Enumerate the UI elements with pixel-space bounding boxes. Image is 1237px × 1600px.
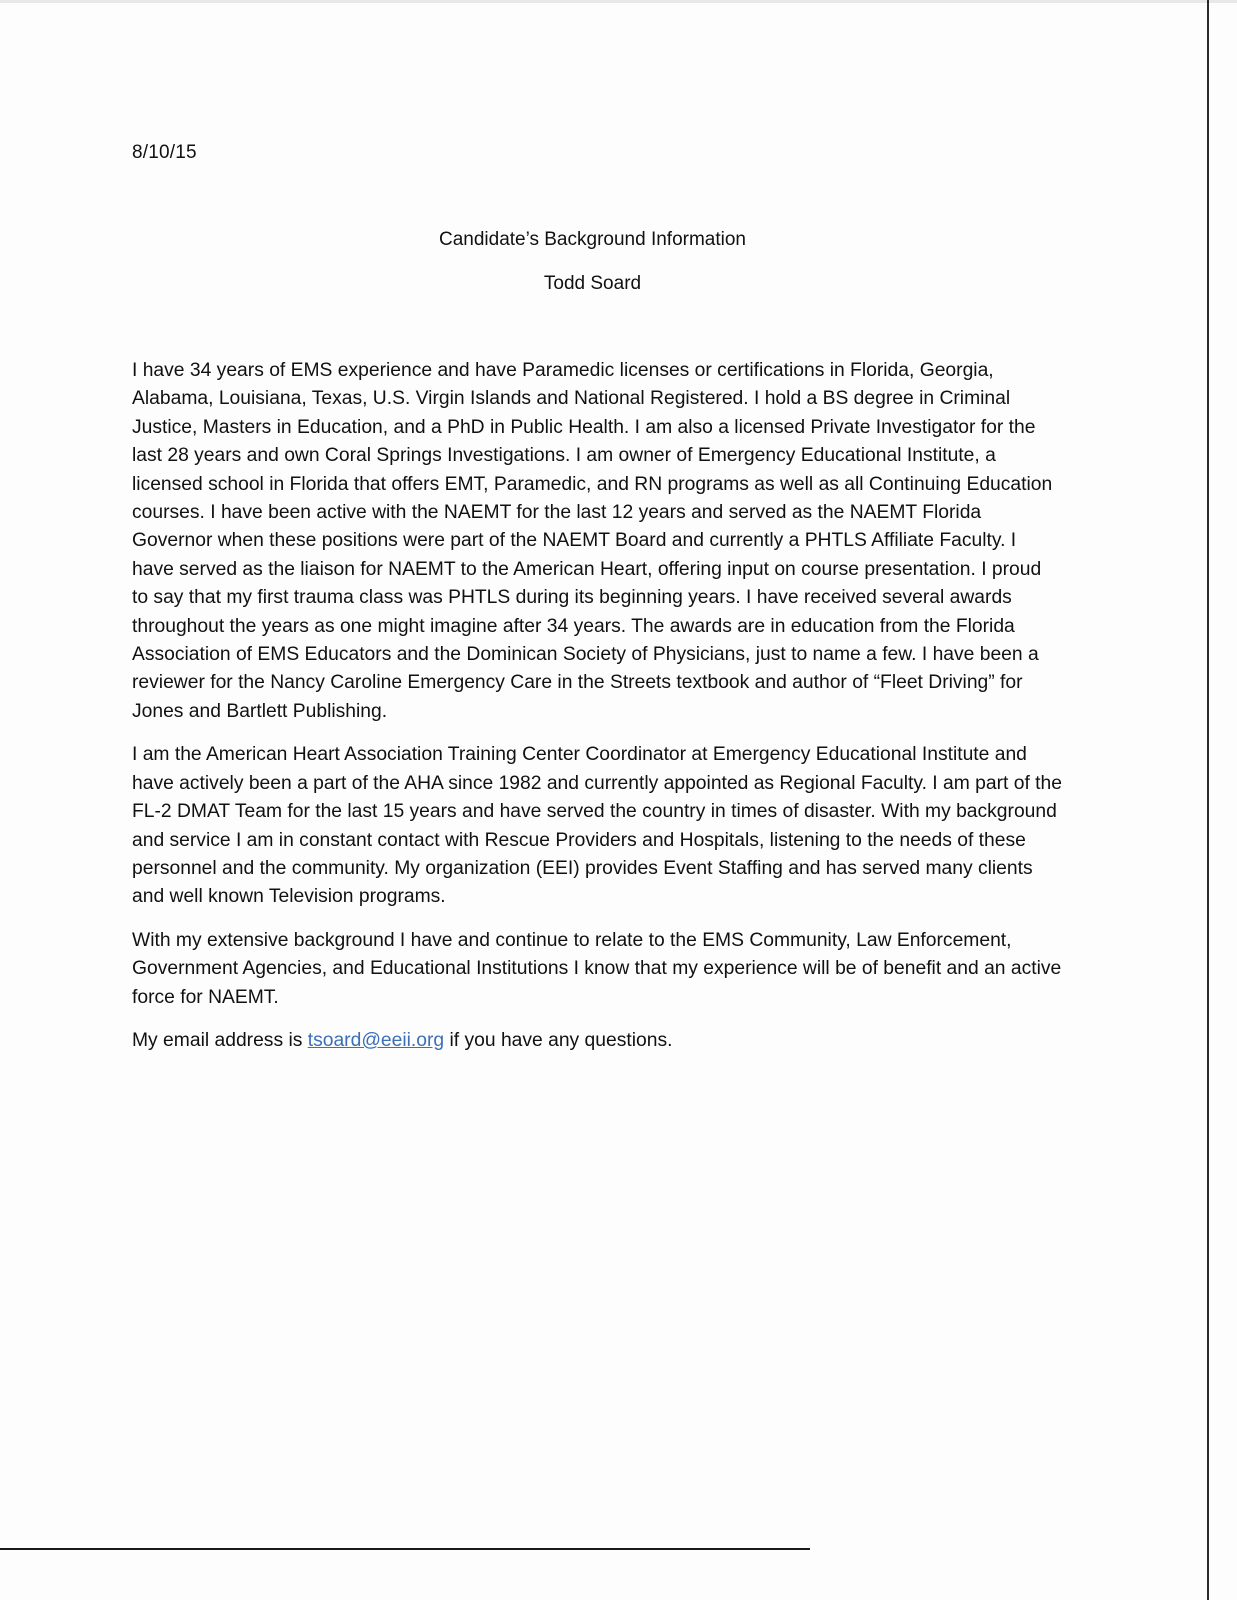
scan-top-edge	[0, 0, 1237, 3]
contact-prefix: My email address is	[132, 1029, 308, 1051]
paragraph-closing: With my extensive background I have and continue to relate to the EMS Community, Law Enforcement, Government Agencies, and Educational Institutions I know that my experience will be of benefit and an active force for NAEMT.	[132, 929, 1062, 1008]
contact-suffix: if you have any questions.	[444, 1029, 673, 1051]
letter-date: 8/10/15	[132, 142, 197, 163]
document-title: Candidate’s Background Information	[438, 229, 746, 250]
candidate-name: Todd Soard	[543, 273, 642, 294]
letter-body	[132, 357, 1062, 1070]
email-link[interactable]: tsoard@eeii.org	[307, 1029, 445, 1051]
paragraph-aha-role: I am the American Heart Association Training Center Coordinator at Emergency Educational Institute and have actively been a part of the AHA since 1982 and currently appointed as Regional Faculty. I am part of the FL-2 DMAT Team for the last 15 years and have served the country in times of disaster. With my background and service I am in constant contact with Rescue Providers and Hospitals, listening to the needs of these personnel and the community. My organization (EEI) provides Event Staffing and has served many clients and well known Television programs.	[132, 744, 1062, 908]
contact-line	[132, 1027, 1062, 1055]
paragraph-experience: I have 34 years of EMS experience and have Paramedic licenses or certifications in Florida, Georgia, Alabama, Louisiana, Texas, U.S. Virgin Islands and National Registered. I hold a BS degree in Criminal Justice, Masters in Education, and a PhD in Public Health. I am also a licensed Private Investigator for the last 28 years and own Coral Springs Investigations. I am owner of Emergency Educational Institute, a licensed school in Florida that offers EMT, Paramedic, and RN programs as well as all Continuing Education courses. I have been active with the NAEMT for the last 12 years and served as the NAEMT Florida Governor when these positions were part of the NAEMT Board and currently a PHTLS Affiliate Faculty. I have served as the liaison for NAEMT to the American Heart, offering input on course presentation. I proud to say that my first trauma class was PHTLS during its beginning years. I have received several awards throughout the years as one might imagine after 34 years. The awards are in education from the Florida Association of EMS Educators and the Dominican Society of Physicians, just to name a few. I have been a reviewer for the Nancy Caroline Emergency Care in the Streets textbook and author of “Fleet Driving” for Jones and Bartlett Publishing.	[132, 360, 1053, 722]
scan-right-edge	[1207, 0, 1209, 1600]
scan-bottom-edge	[0, 1548, 810, 1550]
